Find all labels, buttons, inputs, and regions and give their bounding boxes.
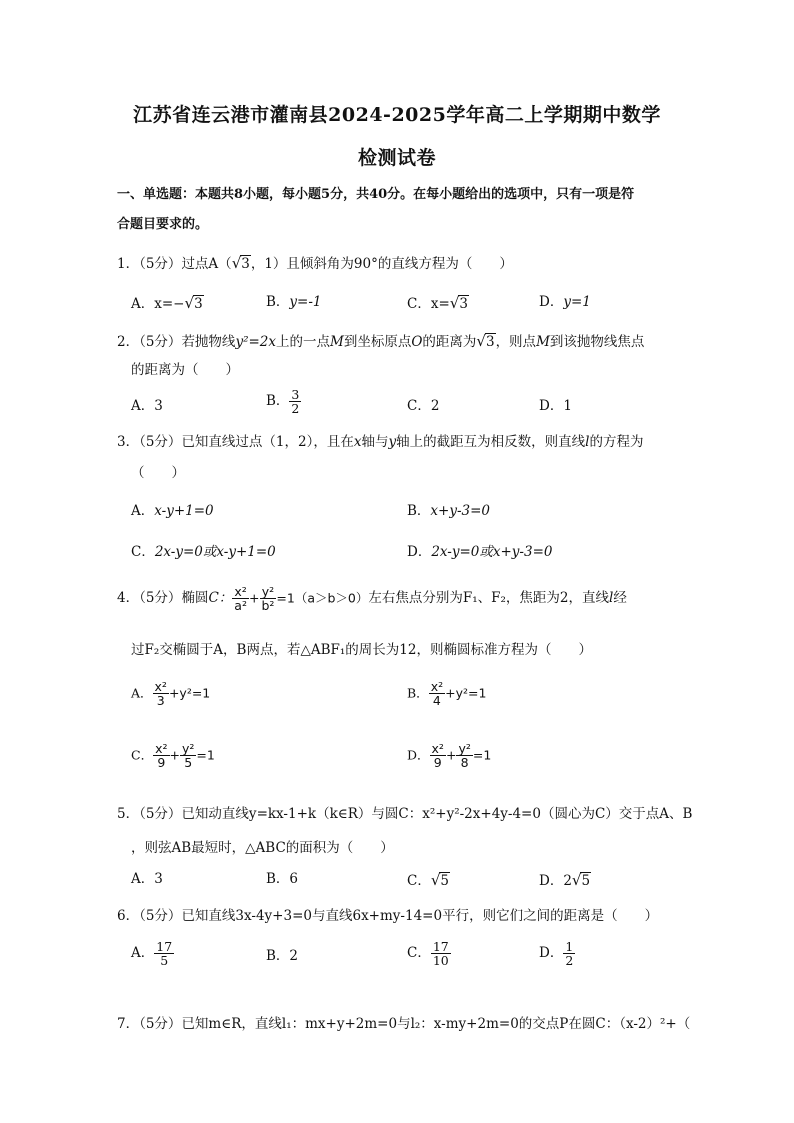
question-score: （5分）	[139, 256, 182, 272]
question-number: 1．	[117, 256, 140, 272]
q5-option-c[interactable]: C．√5	[407, 871, 449, 889]
fraction: $\frac{\text{y²}}{\text{b²}}$	[261, 584, 275, 614]
section-heading-line1: 一、单选题：本题共8小题，每小题5分，共40分。在每小题给出的选项中，只有一项是符	[117, 187, 635, 202]
q6-option-c[interactable]: C． $\frac{17}{10}$	[407, 939, 449, 969]
fraction: $\frac{17}{10}$	[432, 939, 449, 969]
fraction: $\frac{\text{x²}}{9}$	[155, 741, 168, 771]
q2-option-c[interactable]: C．2	[407, 398, 440, 414]
question-text: ，1）且倾斜角为90°的直线方程为（ ）	[250, 256, 513, 272]
question-2-stem-line2: 的距离为（ ）	[131, 362, 239, 378]
question-6-stem: 6．（5分）已知直线3x-4y+3=0与直线6x+my-14=0平行，则它们之间的距离是（ ）	[117, 908, 659, 924]
q6-option-b[interactable]: B．2	[266, 948, 299, 964]
question-3-stem-line2: （ ）	[131, 465, 185, 481]
q6-option-a[interactable]: A． $\frac{17}{5}$	[131, 939, 173, 969]
page-title-line1: 江苏省连云港市灌南县2024-2025学年高二上学期期中数学	[133, 104, 661, 126]
question-5-stem-line2: ，则弦AB最短时，△ABC的面积为（ ）	[131, 840, 394, 856]
sqrt-symbol: √5	[571, 871, 591, 889]
q5-option-d[interactable]: D．2√5	[539, 871, 591, 889]
q4-option-d[interactable]: D． $\frac{\text{x²}}{9}$ + $\frac{\text{y²}}{8}$ =1	[407, 741, 492, 771]
sqrt-symbol: √5	[430, 871, 449, 889]
q5-option-b[interactable]: B．6	[266, 871, 299, 887]
q1-option-c[interactable]: C．x=√3	[407, 294, 468, 312]
sqrt-symbol: √3	[231, 254, 250, 272]
question-5-stem: 5．（5分）已知动直线y=kx-1+k（k∈R）与圆C：x²+y²-2x+4y-4=0（圆心为C）交于点A、B	[117, 806, 693, 822]
fraction: $\frac{\text{y²}}{5}$	[181, 741, 195, 771]
q1-option-b[interactable]: B．y=-1	[266, 294, 322, 310]
q3-option-c[interactable]: C．2x-y=0或x-y+1=0	[131, 544, 276, 560]
q3-option-a[interactable]: A．x-y+1=0	[131, 503, 214, 519]
question-7-stem: 7．（5分）已知m∈R，直线l₁：mx+y+2m=0与l₂：x-my+2m=0的交点P在圆C：（x-2）²+（	[117, 1016, 691, 1032]
fraction: $\frac{1}{2}$	[565, 939, 574, 969]
q3-option-b[interactable]: B．x+y-3=0	[407, 503, 491, 519]
fraction: $\frac{\text{x²}}{3}$	[154, 679, 167, 709]
q2-option-a[interactable]: A．3	[131, 398, 163, 414]
question-text: 过点A（	[181, 256, 232, 272]
question-2-stem: 2．（5分）若抛物线y²=2x上的一点M到坐标原点O的距离为√3，则点M到该抛物线焦点	[117, 332, 645, 350]
fraction: $\frac{\text{x²}}{9}$	[431, 741, 444, 771]
fraction: $\frac{3}{2}$	[291, 387, 300, 417]
q2-option-d[interactable]: D．1	[539, 398, 572, 414]
fraction: $\frac{17}{5}$	[156, 939, 173, 969]
q2-option-b[interactable]: B． $\frac{3}{2}$	[266, 387, 300, 417]
question-4-stem-line2: 过F₂交椭圆于A，B两点，若△ABF₁的周长为12，则椭圆标准方程为（ ）	[131, 642, 592, 658]
q4-option-b[interactable]: B． $\frac{\text{x²}}{4}$ +y²=1	[407, 679, 487, 709]
page-title-line2: 检测试卷	[357, 147, 436, 169]
q1-option-d[interactable]: D．y=1	[539, 294, 591, 310]
question-4-stem: 4．（5分）椭圆C： $\frac{\text{x²}}{\text{a²}}$ + $\frac{\text{y²}}{\text{b²}}$ =1（a＞b＞0）左右焦点分别为F₁、F₂，焦距为2，直线l经	[117, 584, 627, 614]
q3-option-d[interactable]: D．2x-y=0或x+y-3=0	[407, 544, 553, 560]
q4-option-a[interactable]: A． $\frac{\text{x²}}{3}$ +y²=1	[131, 679, 211, 709]
sqrt-symbol: √3	[449, 294, 468, 312]
question-1-stem	[117, 256, 513, 272]
q5-option-a[interactable]: A．3	[131, 871, 163, 887]
question-3-stem: 3．（5分）已知直线过点（1，2），且在x轴与y轴上的截距互为相反数，则直线l的方程为	[117, 434, 644, 450]
fraction: $\frac{\text{x²}}{4}$	[430, 679, 444, 709]
q1-option-a[interactable]: A．x=−√3	[131, 294, 203, 312]
fraction: $\frac{\text{y²}}{8}$	[458, 741, 471, 771]
q4-option-c[interactable]: C． $\frac{\text{x²}}{9}$ + $\frac{\text{y²}}{5}$ =1	[131, 741, 215, 771]
section-heading-line2: 合题目要求的。	[117, 217, 209, 232]
q6-option-d[interactable]: D． $\frac{1}{2}$	[539, 939, 574, 969]
fraction: $\frac{\text{x²}}{\text{a²}}$	[234, 584, 247, 614]
sqrt-symbol: √3	[476, 332, 495, 350]
sqrt-symbol: √3	[184, 294, 203, 312]
